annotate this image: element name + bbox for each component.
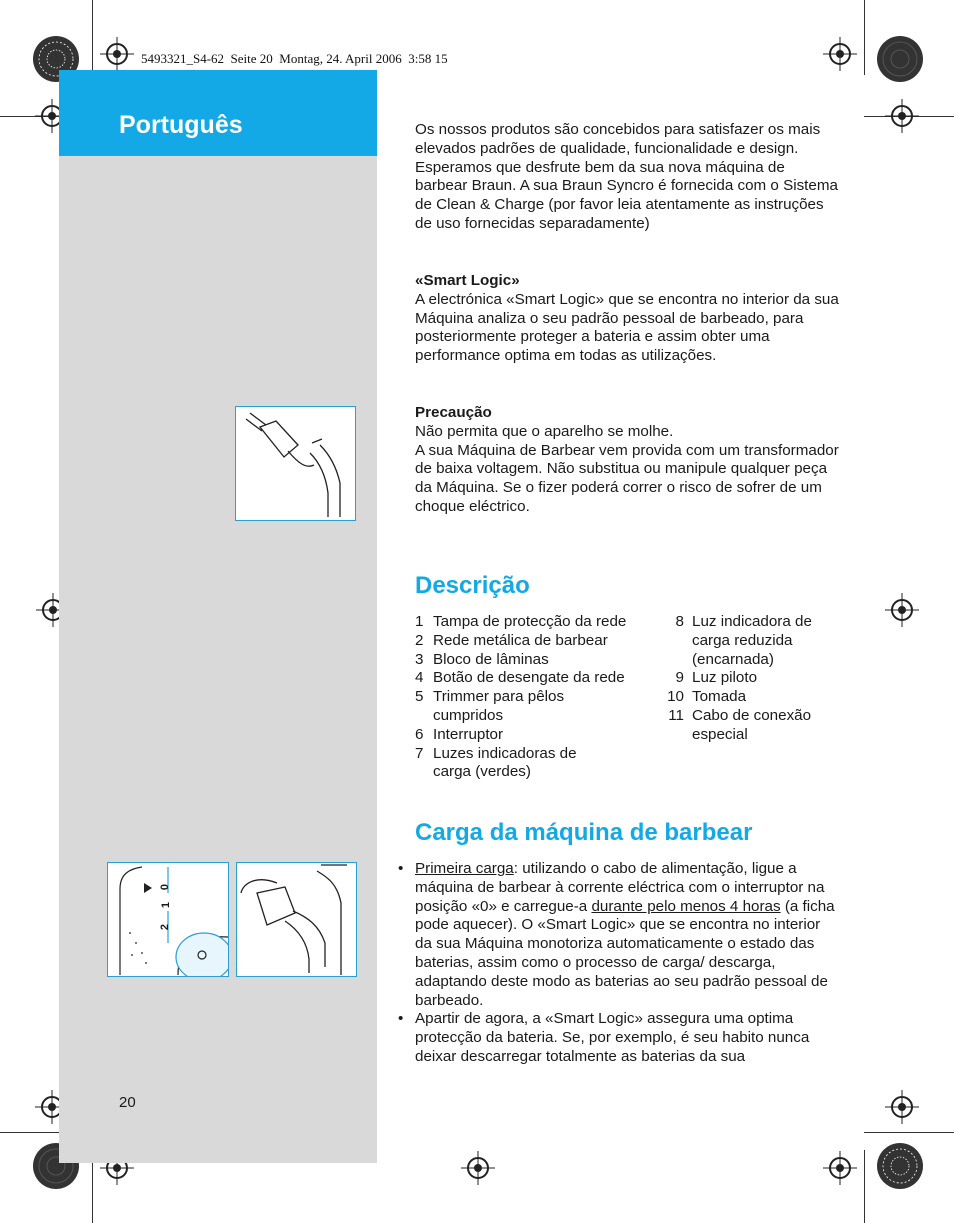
language-title: Português <box>119 111 243 139</box>
list-item: 2 Rede metálica de barbear <box>415 631 608 649</box>
switch-label-1: 1 <box>160 901 173 909</box>
switch-illustration <box>107 862 229 977</box>
registration-mark-icon <box>885 593 919 627</box>
smart-logic-text: A electrónica «Smart Logic» que se encontra no interior da sua Máquina analiza o seu padrão pessoal de barbeado, para posteriormente proteger a bateria e assim obter uma performance optima em todas as utilizações. <box>415 290 839 365</box>
registration-mark-icon <box>100 37 134 71</box>
smart-logic-section <box>415 272 840 366</box>
precaucao-line1: Não permita que o aparelho se molhe. <box>415 422 674 440</box>
list-item: 9 Luz piloto <box>675 669 758 687</box>
list-item: 6 Interruptor <box>415 725 504 743</box>
switch-label-0: 0 <box>159 883 172 891</box>
calibration-disc-icon <box>876 35 924 83</box>
registration-mark-icon <box>823 1151 857 1185</box>
switch-label-2: 2 <box>159 923 172 931</box>
carga-bullets <box>398 860 840 1067</box>
list-item: 10 Tomada <box>667 688 747 706</box>
sidebar-panel <box>59 70 377 1163</box>
precaucao-text: A sua Máquina de Barbear vem provida com um transformador de baixa voltagem. Não substitua ou manipule qualquer peça da Máquina. Se o fizer poderá correr o risco de sofrer de um choque eléctrico. <box>415 441 839 515</box>
bullet-icon: • <box>398 860 404 877</box>
list-item: 3 Bloco de lâminas <box>415 650 549 668</box>
precaucao-heading: Precaução <box>415 404 492 421</box>
descricao-heading: Descrição <box>415 572 530 599</box>
list-item: 8 Luz indicadora de carga reduzida (encarnada) <box>675 613 812 668</box>
print-slug: 5493321_S4-62 Seite 20 Montag, 24. April 2006 3:58 15 <box>141 51 448 66</box>
plug-illustration <box>235 406 356 521</box>
registration-mark-icon <box>461 1151 495 1185</box>
plug-socket-icon <box>237 863 356 976</box>
socket-illustration <box>236 862 357 977</box>
registration-mark-icon <box>823 37 857 71</box>
list-item: • Apartir de agora, a «Smart Logic» assegura uma optima protecção da bateria. Se, por exemplo, é seu habito nunca deixar descarregar totalmente as baterias da sua <box>398 1010 810 1065</box>
page-number: 20 <box>119 1094 136 1111</box>
plug-cord-icon <box>236 407 355 520</box>
descricao-list-left <box>415 613 655 782</box>
smart-logic-heading: «Smart Logic» <box>415 272 520 289</box>
descricao-list-right <box>665 613 840 745</box>
registration-mark-icon <box>885 99 919 133</box>
calibration-disc-icon <box>876 1142 924 1190</box>
list-item: 1 Tampa de protecção da rede <box>415 613 627 630</box>
intro-paragraph: Os nossos produtos são concebidos para satisfazer os mais elevados padrões de qualidade, funcionalidade e design. Esperamos que desfrute bem da sua nova máquina de barbear Braun. A sua Braun Syncro é fornecida com o Sistema de Clean & Charge (por favor leia atentamente as instruções de uso fornecidas separadamente) <box>415 121 838 232</box>
carga-heading: Carga da máquina de barbear <box>415 819 753 846</box>
bullet-icon: • <box>398 1010 404 1028</box>
list-item: • Primeira carga: utilizando o cabo de alimentação, ligue a máquina de barbear à corrente eléctrica com o interruptor na posição «0» e carregue-a durante pelo menos 4 horas (a ficha pode aquecer). O «Smart Logic» que se encontra no interior da sua Máquina monotoriza automaticamente o estado das baterias, assim como o processo de carga/ descarga, adaptando deste modo as baterias ao seu padrão pessoal de barbeado. <box>398 860 835 1009</box>
precaucao-section <box>415 404 840 517</box>
list-item: 11 Cabo de conexão especial <box>668 706 812 743</box>
shaver-switch-icon <box>108 863 228 976</box>
registration-mark-icon <box>885 1090 919 1124</box>
list-item: 7 Luzes indicadoras de carga (verdes) <box>415 744 577 781</box>
list-item: 5 Trimmer para pêlos cumpridos <box>415 688 565 724</box>
list-item: 4 Botão de desengate da rede <box>415 669 625 687</box>
